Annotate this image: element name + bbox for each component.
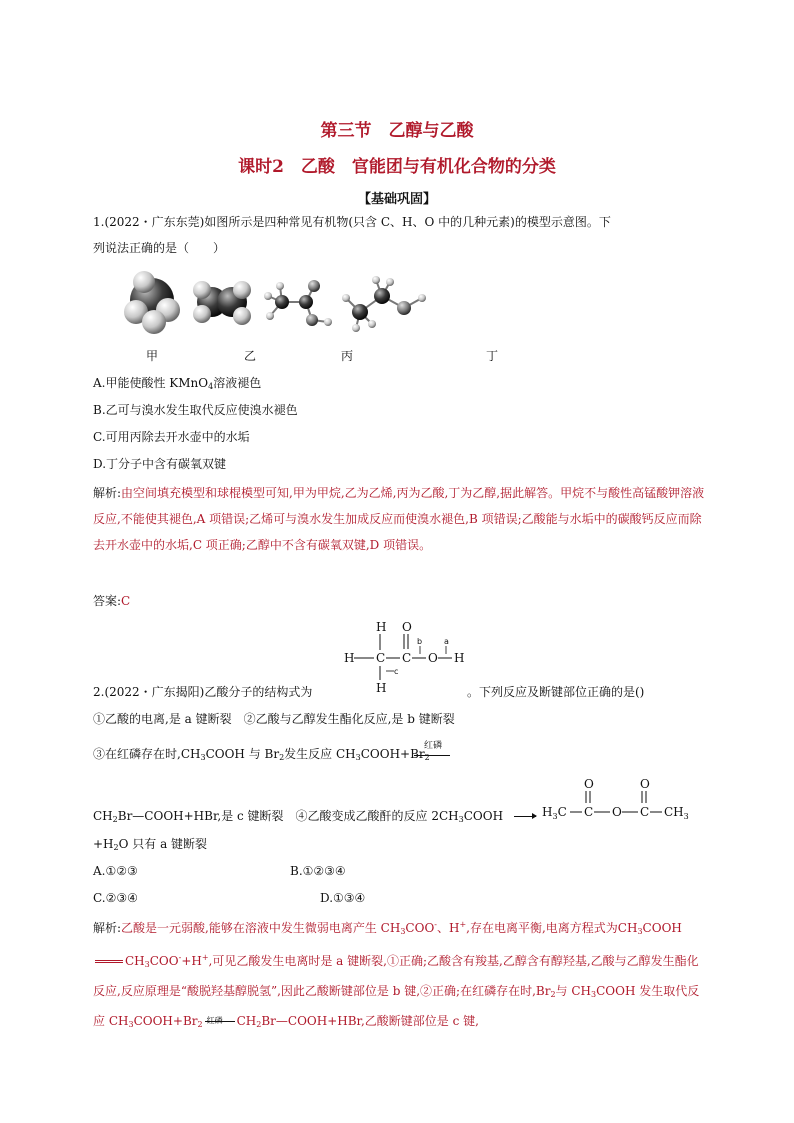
anhydride-carbonyl-c2: C bbox=[640, 805, 650, 819]
acetic-acid-model bbox=[264, 280, 332, 326]
reaction-arrow bbox=[414, 755, 450, 756]
ethanol-model bbox=[342, 276, 426, 332]
lesson-title: 课时2 乙酸 官能团与有机化合物的分类 bbox=[238, 157, 556, 177]
model-label-yi: 乙 bbox=[244, 349, 257, 363]
red-phosphorus-arrow: 红磷 bbox=[205, 1021, 235, 1022]
q1-stem-line2: 列说法正确的是（ ） bbox=[93, 241, 226, 255]
category-heading: 【基础巩固】 bbox=[357, 192, 436, 207]
atom-c-2: C bbox=[402, 651, 412, 665]
atom-h-bottom: H bbox=[376, 681, 387, 695]
anhydride-bridge-o: O bbox=[612, 805, 622, 819]
q2-option-a: A.①②③ bbox=[93, 864, 138, 878]
q1-option-b: B.乙可与溴水发生取代反应使溴水褪色 bbox=[93, 403, 298, 417]
q1-answer: 答案:C bbox=[93, 594, 131, 608]
acetic-acid-structural-formula bbox=[340, 618, 480, 696]
q2-items-1-2: ①乙酸的电离,是 a 键断裂 ②乙酸与乙醇发生酯化反应,是 b 键断裂 bbox=[93, 712, 455, 726]
model-label-jia: 甲 bbox=[146, 349, 159, 363]
red-phosphorus-condition: 红磷 bbox=[424, 741, 443, 751]
molecular-models-figure bbox=[120, 266, 440, 346]
q1-stem-line1: 1.(2022・广东东莞)如图所示是四种常见有机物(只含 C、H、O 中的几种元素)的模型示意图。下 bbox=[93, 215, 611, 229]
anhydride-left-group: $H_3C$ bbox=[542, 805, 567, 821]
q2-stem-a: 2.(2022・广东揭阳)乙酸分子的结构式为 bbox=[93, 685, 313, 699]
q1-option-d: D.丁分子中含有碳氧双键 bbox=[93, 457, 227, 471]
model-label-ding: 丁 bbox=[486, 349, 499, 363]
atom-o-double: O bbox=[402, 620, 412, 634]
section-title: 第三节 乙醇与乙酸 bbox=[320, 121, 474, 141]
model-label-bing: 丙 bbox=[341, 349, 354, 363]
q2-option-d: D.①③④ bbox=[320, 891, 366, 905]
methane-model bbox=[124, 271, 180, 334]
q2-stem-b: 。下列反应及断键部位正确的是() bbox=[467, 685, 645, 699]
anhydride-arrow-head bbox=[532, 813, 537, 819]
q2-item-3-4: $CH_2Br—COOH+HBr$,是 c 键断裂 ④乙酸变成乙酸酐的反应 $2CH_3COOH$ bbox=[93, 809, 504, 824]
anhydride-right-group: $CH_3$ bbox=[664, 805, 689, 821]
q1-option-c: C.可用丙除去开水壶中的水垢 bbox=[93, 430, 250, 444]
equilibrium-arrow bbox=[95, 960, 123, 963]
atom-o-hydroxyl: O bbox=[428, 651, 438, 665]
bond-label-b: b bbox=[417, 637, 423, 646]
ethylene-model bbox=[193, 281, 251, 325]
q1-analysis: 解析:由空间填充模型和球棍模型可知,甲为甲烷,乙为乙烯,丙为乙酸,丁为乙醇,据此解答。甲烷不与酸性高锰酸钾溶液反应,不能使其褪色,A 项错误;乙烯可与溴水发生加成反应而使溴水褪色,B 项错误;乙酸能与水垢中的碳酸钙反应而除去开水壶中的水垢,C 项正确;乙醇中不含有碳氧双键,D 项错误。 bbox=[93, 486, 705, 552]
acetic-anhydride-structure bbox=[540, 776, 700, 826]
q2-option-c: C.②③④ bbox=[93, 891, 138, 905]
q2-analysis: 解析:乙酸是一元弱酸,能够在溶液中发生微弱电离产生 $CH_3COO^-$、H+,存在电离平衡,电离方程式为$CH_3COOHCH_3COO^-+H^+$,可见乙酸发生电离时是 a 键断裂,①正确;乙酸含有羧基,乙醇含有醇羟基,乙酸与乙醇发生酯化反应,反应原理是“酸脱羟基醇脱氢”,因此乙酸断键部位是 b 键,②正确;在红磷存在时$,Br_2$与 $CH_3COOH$ 发生取代反应 $CH_3COOH+Br_2$ 红磷 $CH_2Br—COOH+HBr$,乙酸断键部位是 c 键, bbox=[93, 920, 700, 1029]
atom-h-hydroxyl: H bbox=[454, 651, 465, 665]
atom-c-1: C bbox=[376, 651, 386, 665]
bond-label-c: c bbox=[394, 667, 399, 676]
atom-h-left: H bbox=[344, 651, 355, 665]
atom-h-top: H bbox=[376, 620, 387, 634]
anhydride-carbonyl-o1: O bbox=[584, 777, 594, 791]
bond-label-a: a bbox=[444, 637, 449, 646]
q2-item-4-end: $+H_2O$ 只有 a 键断裂 bbox=[93, 837, 208, 852]
anhydride-carbonyl-o2: O bbox=[640, 777, 650, 791]
q1-option-a: A.甲能使酸性 KMnO$_4$溶液褪色 bbox=[93, 376, 262, 391]
q2-option-b: B.①②③④ bbox=[290, 864, 346, 878]
q2-item-3: ③在红磷存在时$,CH_3COOH$ 与 $Br_2$发生反应 $CH_3COOH+Br_2$ bbox=[93, 747, 430, 762]
anhydride-carbonyl-c1: C bbox=[584, 805, 594, 819]
